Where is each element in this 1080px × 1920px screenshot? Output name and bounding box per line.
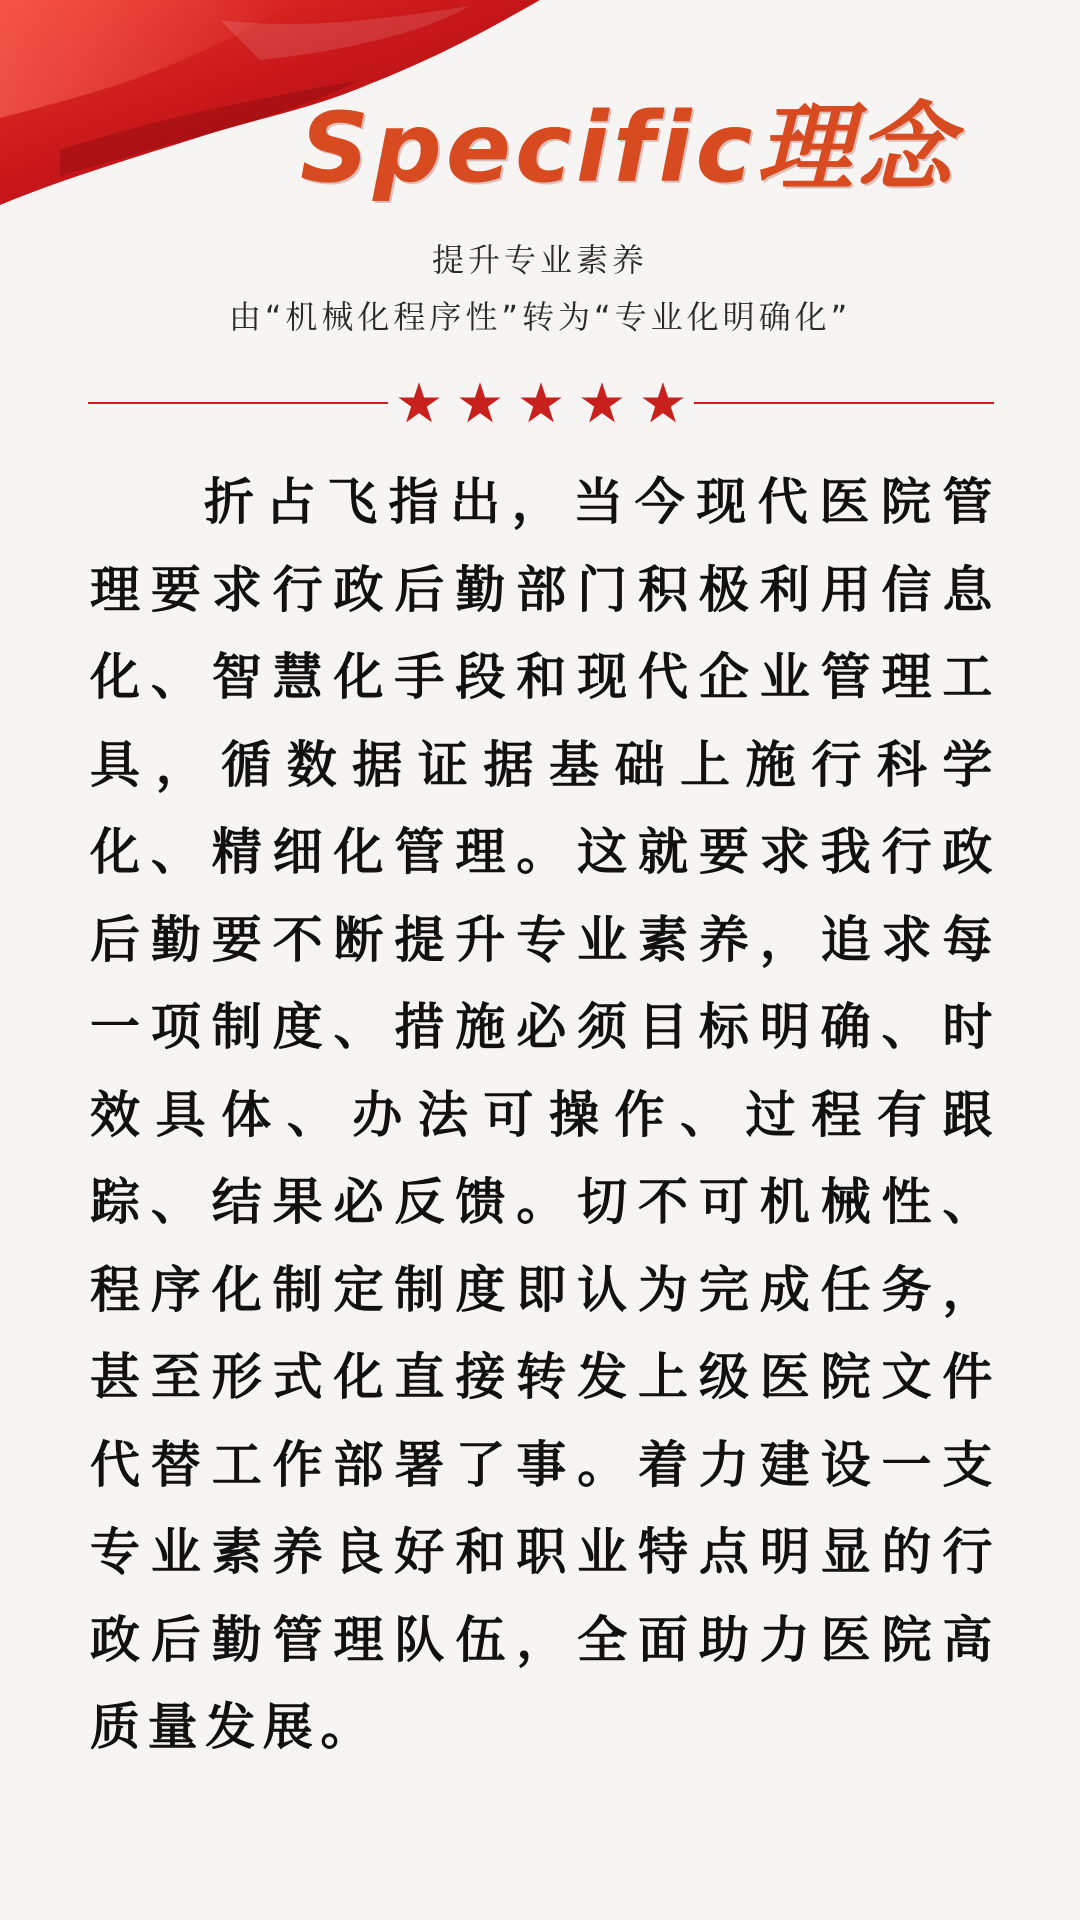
star-row — [396, 378, 686, 428]
star-icon — [457, 380, 503, 426]
subtitle-line-1: 提升专业素养 — [431, 241, 648, 279]
star-icon — [640, 380, 686, 426]
page-title: Specific理念 — [300, 92, 957, 204]
star-icon — [396, 380, 442, 426]
star-icon — [579, 380, 625, 426]
subtitle-line-2: 由“机械化程序性”转为“专业化明确化” — [228, 298, 852, 336]
star-icon — [518, 380, 564, 426]
divider-line-right — [694, 402, 994, 404]
article-paragraph: 折占飞指出，当今现代医院管理要求行政后勤部门积极利用信息化、智慧化手段和现代企业管理工具，循数据证据基础上施行科学化、精细化管理。这就要求我行政后勤要不断提升专业素养，追求每一项制度、措施必须目标明确、时效具体、办法可操作、过程有跟踪、结果必反馈。切不可机械性、程序化制定制度即认为完成任务，甚至形式化直接转发上级医院文件代替工作部署了事。着力建设一支专业素养良好和职业特点明显的行政后勤管理队伍，全面助力医院高质量发展。 — [90, 472, 1000, 1756]
divider-line-left — [88, 402, 388, 404]
